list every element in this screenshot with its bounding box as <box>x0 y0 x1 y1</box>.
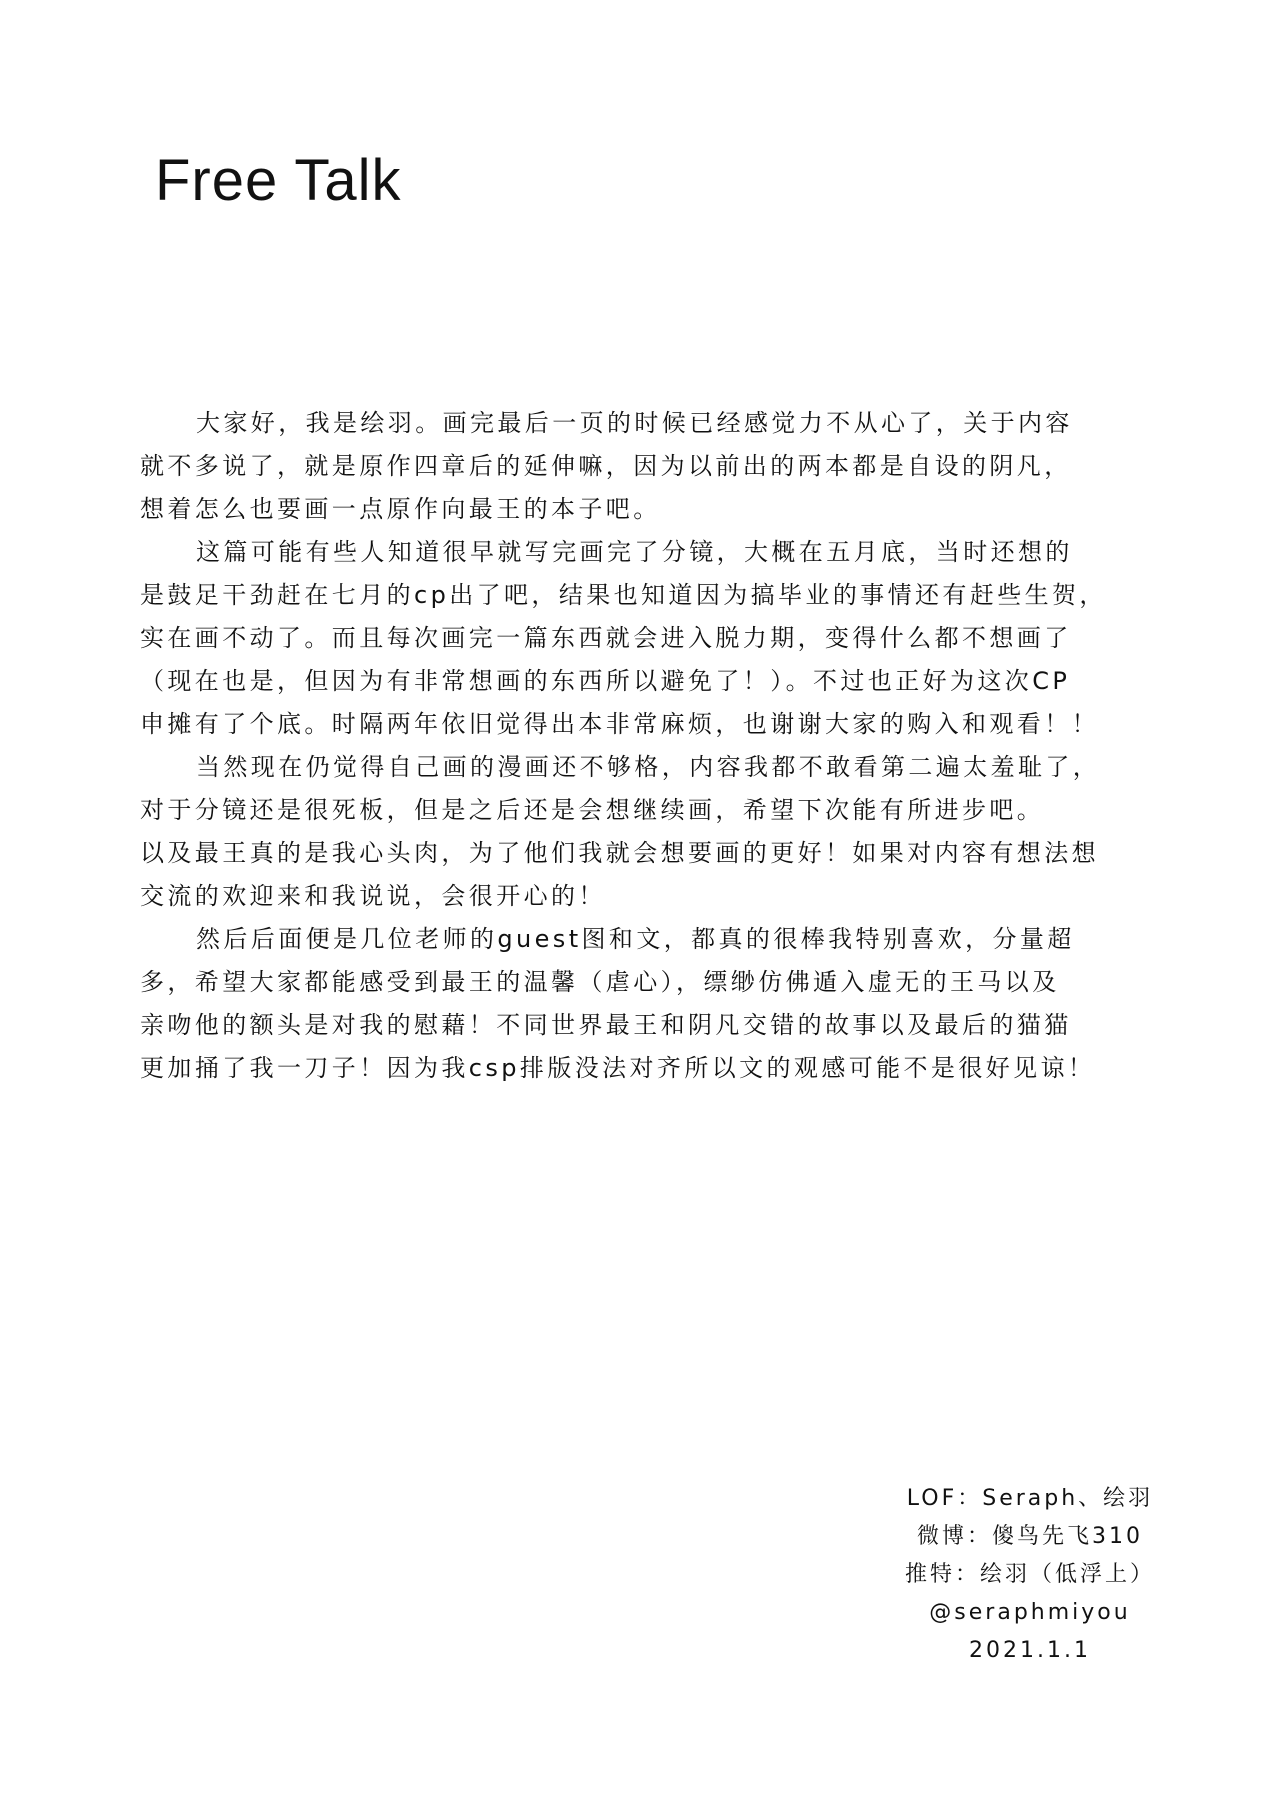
text-line: 就不多说了，就是原作四章后的延伸嘛，因为以前出的两本都是自设的阴凡， <box>140 452 1072 480</box>
text-line: 更加捅了我一刀子！因为我csp排版没法对齐所以文的观感可能不是很好见谅！ <box>140 1054 1096 1082</box>
lof-credit: LOF：Seraph、绘羽 <box>906 1486 1154 1511</box>
text-line: 这篇可能有些人知道很早就写完画完了分镜，大概在五月底，当时还想的 <box>196 538 1073 566</box>
text-line: （现在也是，但因为有非常想画的东西所以避免了！）。不过也正好为这次CP <box>140 667 1071 695</box>
social-handle: @seraphmiyou <box>929 1600 1131 1625</box>
twitter-credit: 推特：绘羽（低浮上） <box>904 1562 1155 1587</box>
date: 2021.1.1 <box>969 1638 1091 1663</box>
text-line: 实在画不动了。而且每次画完一篇东西就会进入脱力期，变得什么都不想画了 <box>140 624 1072 652</box>
weibo-credit: 微博：傻鸟先飞310 <box>917 1524 1143 1549</box>
free-talk-body <box>140 402 1180 1090</box>
text-line: 然后后面便是几位老师的guest图和文，都真的很棒我特别喜欢，分量超 <box>196 925 1075 953</box>
text-line: 亲吻他的额头是对我的慰藉！不同世界最王和阴凡交错的故事以及最后的猫猫 <box>140 1011 1072 1039</box>
text-line: 对于分镜还是很死板，但是之后还是会想继续画，希望下次能有所进步吧。 <box>140 796 1045 824</box>
text-line: 以及最王真的是我心头肉，为了他们我就会想要画的更好！如果对内容有想法想 <box>140 839 1099 867</box>
text-line: 交流的欢迎来和我说说，会很开心的！ <box>140 882 606 910</box>
text-line: 是鼓足干劲赶在七月的cp出了吧，结果也知道因为搞毕业的事情还有赶些生贺， <box>140 581 1107 609</box>
text-line: 想着怎么也要画一点原作向最王的本子吧。 <box>140 495 661 523</box>
text-line: 多，希望大家都能感受到最王的温馨（虐心），缥缈仿佛遁入虚无的王马以及 <box>140 968 1060 996</box>
page-title: Free Talk <box>155 148 402 213</box>
text-line: 申摊有了个底。时隔两年依旧觉得出本非常麻烦，也谢谢大家的购入和观看！！ <box>140 710 1099 738</box>
text-line: 当然现在仍觉得自己画的漫画还不够格，内容我都不敢看第二遍太羞耻了， <box>196 753 1101 781</box>
text-line: 大家好，我是绘羽。画完最后一页的时候已经感觉力不从心了，关于内容 <box>196 409 1073 437</box>
author-credits <box>860 1480 1200 1670</box>
